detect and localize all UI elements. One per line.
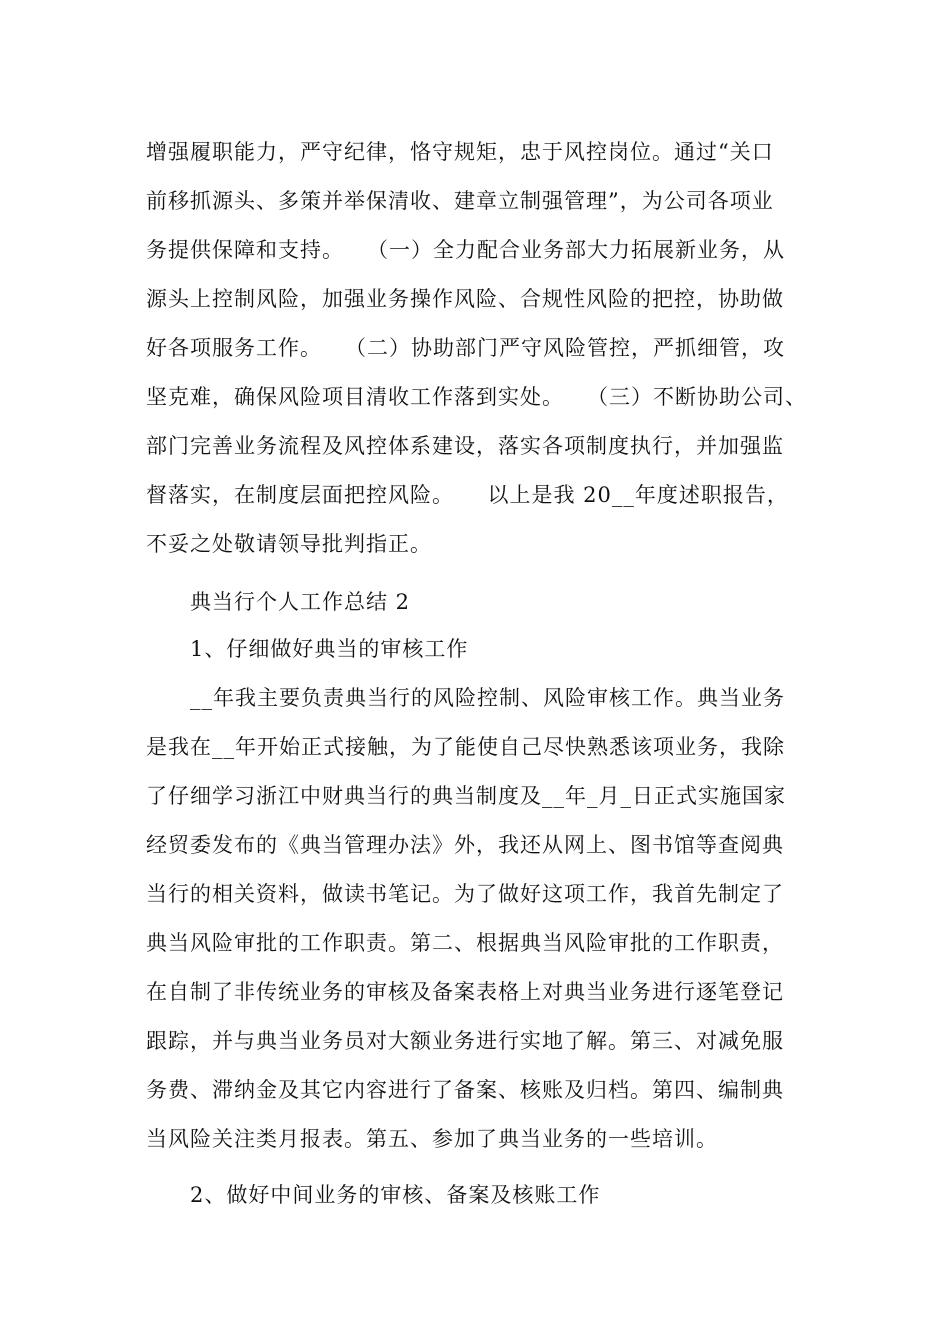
- paragraph-line: 是我在__年开始正式接触，为了能使自己尽快熟悉该项业务，我除: [146, 735, 785, 759]
- paragraph-line: 经贸委发布的《典当管理办法》外，我还从网上、图书馆等查阅典: [146, 833, 784, 857]
- paragraph-line: 增强履职能力，严守纪律，恪守规矩，忠于风控岗位。通过“关口: [146, 140, 774, 164]
- paragraph-1: [146, 128, 818, 569]
- paragraph-line: 当行的相关资料，做读书笔记。为了做好这项工作，我首先制定了: [146, 882, 784, 906]
- paragraph-line: 典当风险审批的工作职责。第二、根据典当风险审批的工作职责，: [146, 931, 784, 955]
- paragraph-line: 务提供保障和支持。 （一）全力配合业务部大力拓展新业务，从: [146, 238, 785, 262]
- paragraph-line: 源头上控制风险，加强业务操作风险、合规性风险的把控，协助做: [146, 287, 784, 311]
- subsection-2: [146, 1171, 818, 1220]
- paragraph-line: 跟踪，并与典当业务员对大额业务进行实地了解。第三、对减免服: [146, 1029, 784, 1053]
- paragraph-line: 前移抓源头、多策并举保清收、建章立制强管理”，为公司各项业: [146, 189, 774, 213]
- paragraph-line: 务费、滞纳金及其它内容进行了备案、核账及归档。第四、编制典: [146, 1078, 784, 1102]
- paragraph-line: __年我主要负责典当行的风险控制、风险审核工作。典当业务: [190, 686, 785, 710]
- paragraph-line: 当风险关注类月报表。第五、参加了典当业务的一些培训。: [146, 1127, 718, 1151]
- paragraph-line: 在自制了非传统业务的审核及备案表格上对典当业务进行逐笔登记: [146, 980, 784, 1004]
- paragraph-line: 督落实，在制度层面把控风险。 以上是我 20__年度述职报告，: [146, 483, 789, 507]
- section-heading: [146, 578, 818, 627]
- heading-title: 典当行个人工作总结 2: [190, 590, 411, 614]
- paragraph-line: 坚克难，确保风险项目清收工作落到实处。 （三）不断协助公司、: [146, 385, 807, 409]
- subsection-title: 2、做好中间业务的审核、备案及核账工作: [190, 1183, 601, 1207]
- paragraph-line: 部门完善业务流程及风控体系建设，落实各项制度执行，并加强监: [146, 434, 784, 458]
- subsection-1: [146, 625, 818, 674]
- paragraph-line: 了仔细学习浙江中财典当行的典当制度及__年_月_日正式实施国家: [146, 784, 786, 808]
- paragraph-line: 好各项服务工作。 （二）协助部门严守风险管控，严抓细管，攻: [146, 336, 785, 360]
- paragraph-2: [146, 674, 818, 1164]
- subsection-title: 1、仔细做好典当的审核工作: [190, 637, 469, 661]
- paragraph-line: 不妥之处敬请领导批判指正。: [146, 532, 432, 556]
